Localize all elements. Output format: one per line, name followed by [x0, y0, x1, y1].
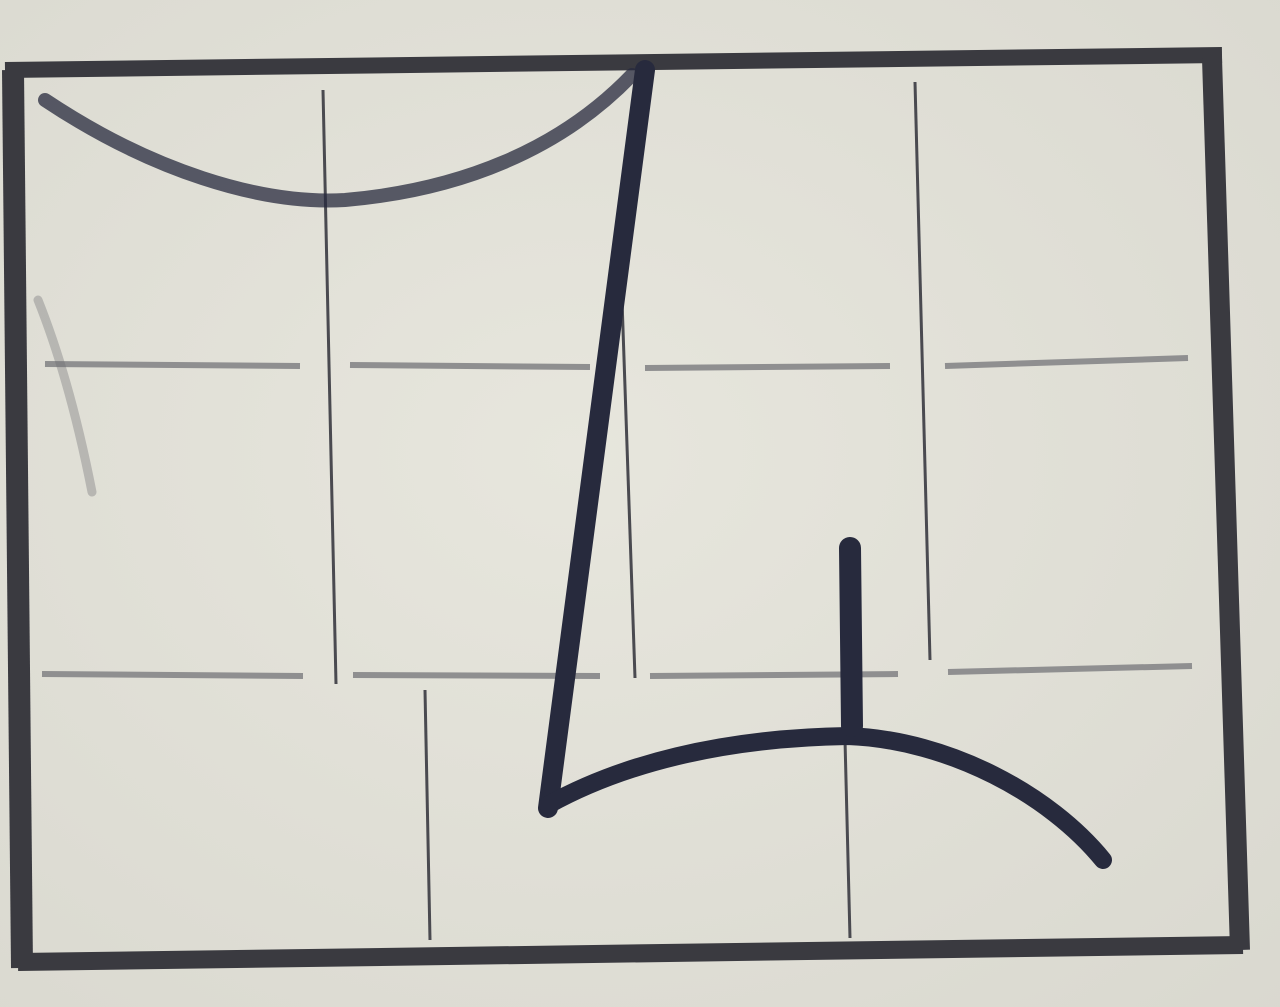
guide-upper-seg-3 — [645, 366, 890, 368]
vertical-tick-stroke — [850, 548, 852, 726]
guide-upper-seg-2 — [350, 365, 590, 367]
guide-lower-seg-1 — [42, 674, 303, 676]
guide-upper-seg-1 — [45, 364, 300, 366]
frame-left-edge — [13, 70, 22, 968]
